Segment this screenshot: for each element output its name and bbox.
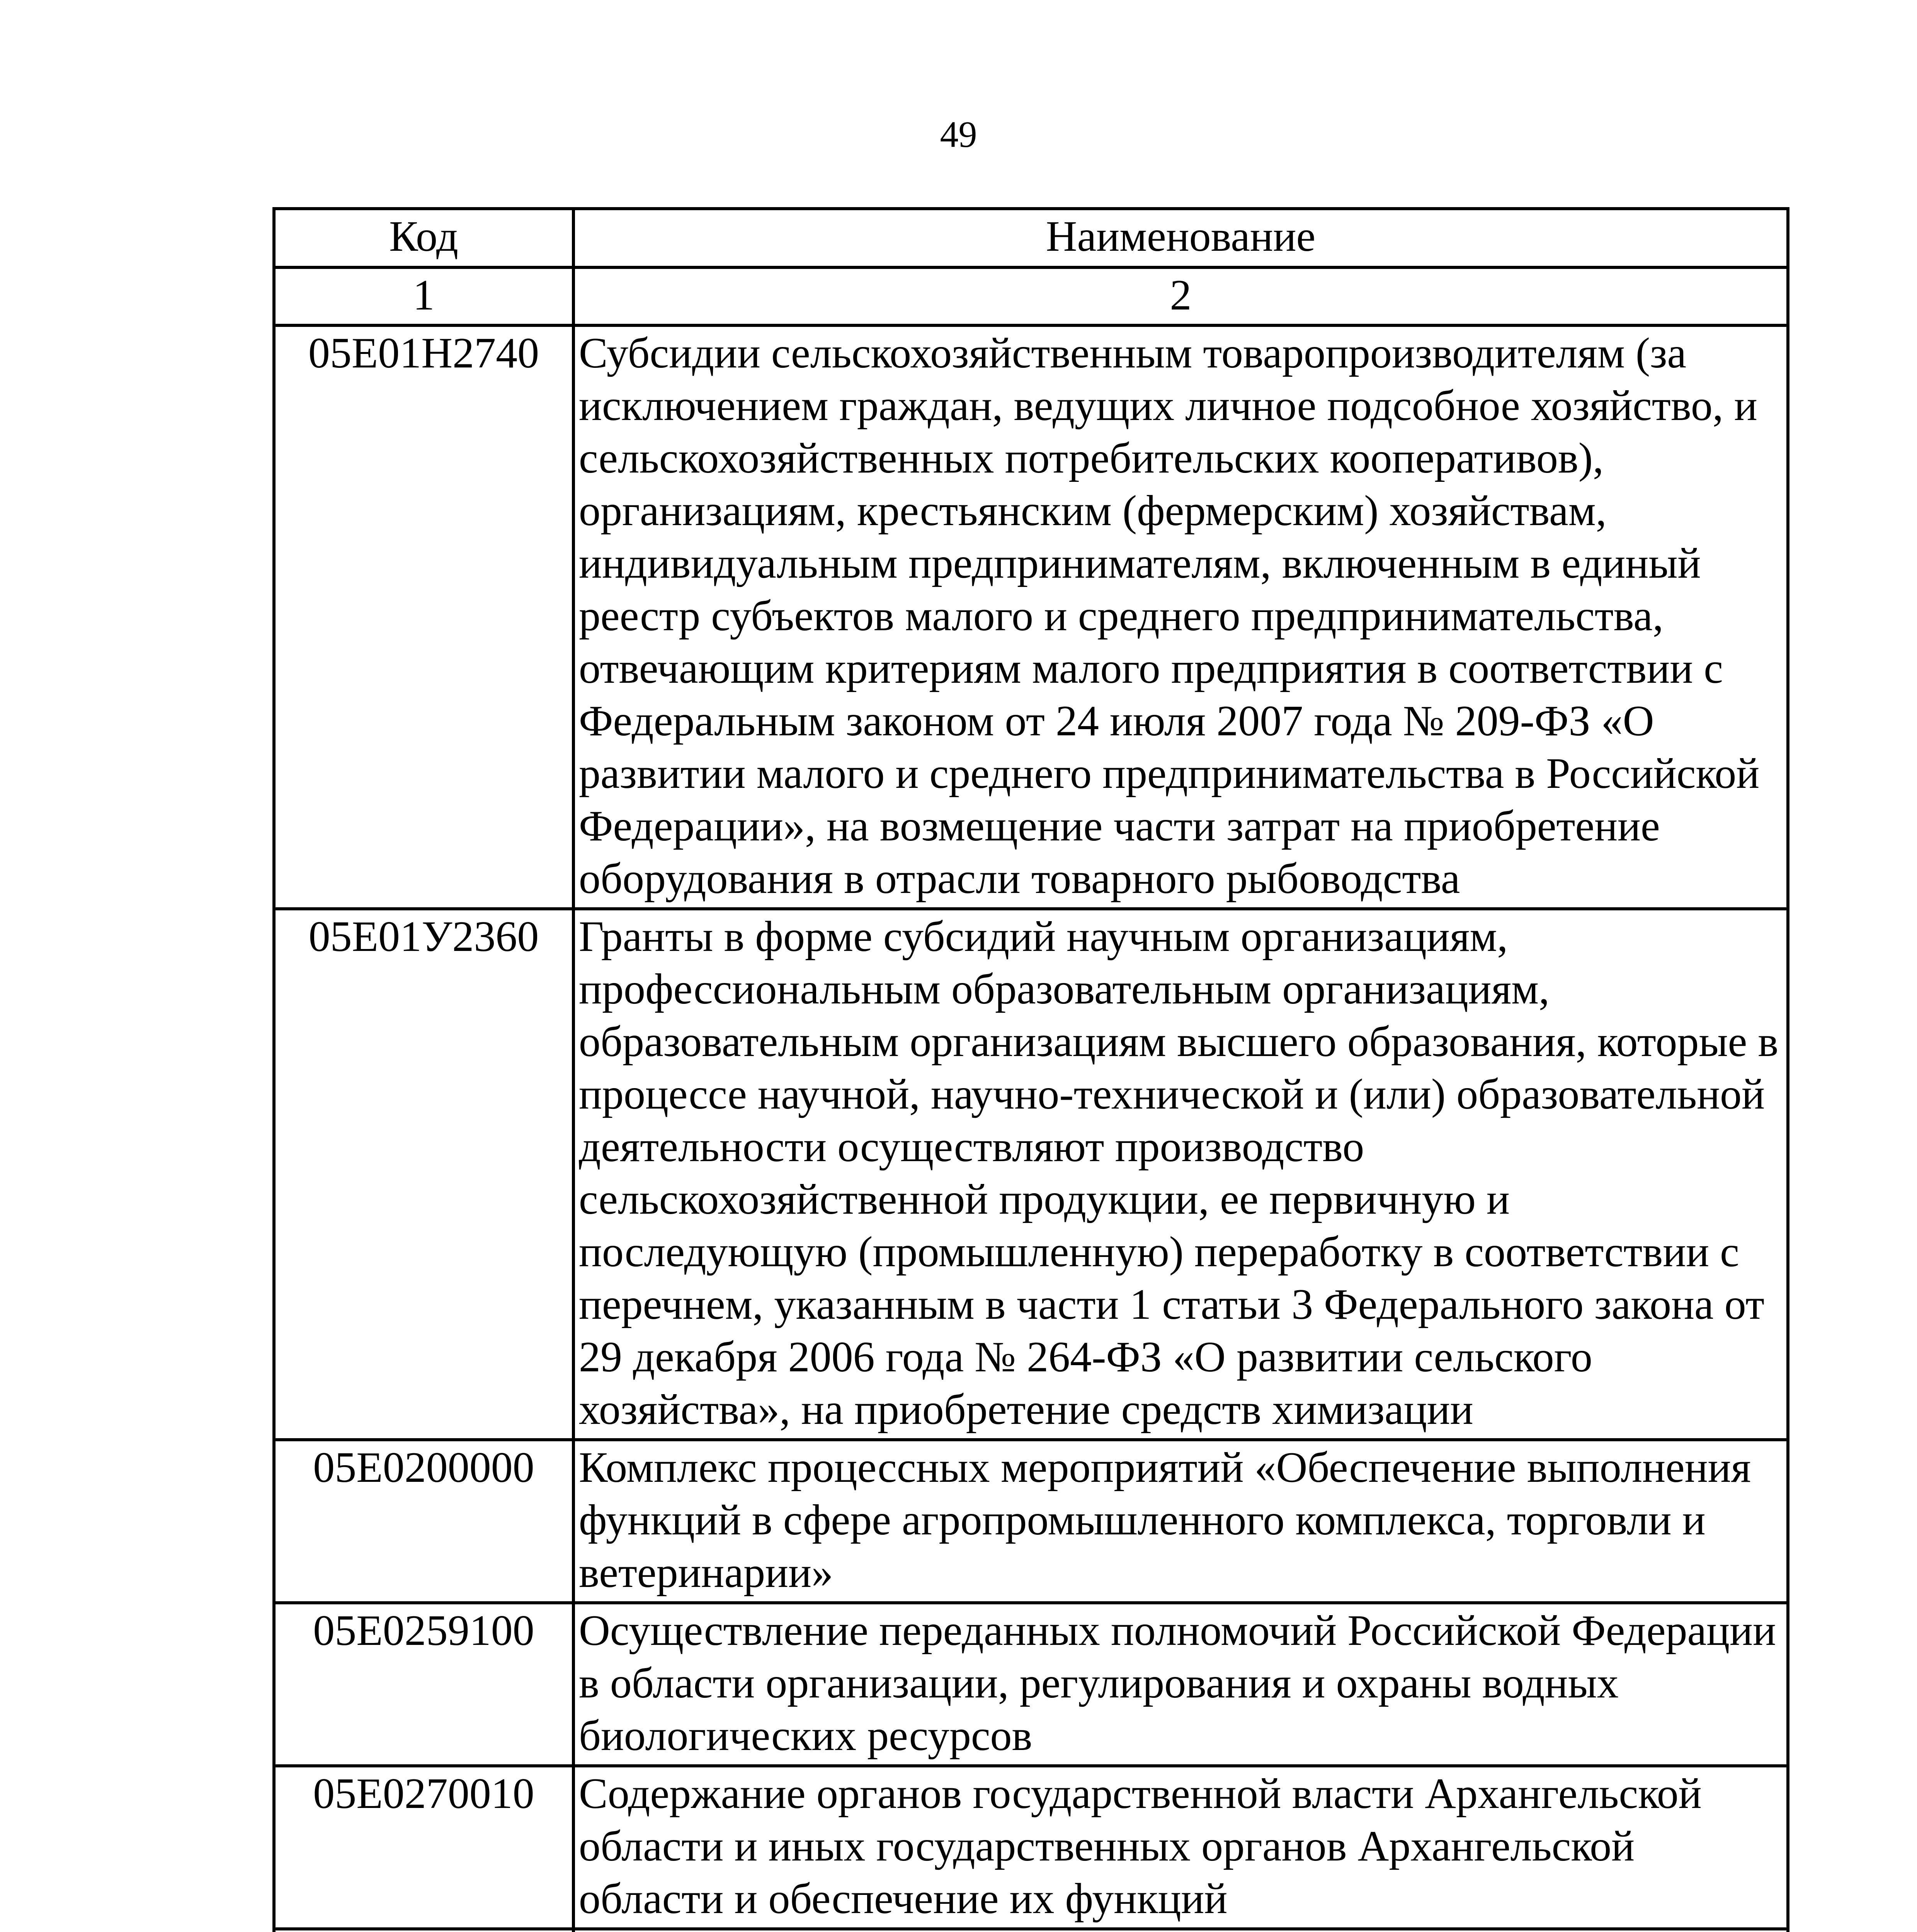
- table-row: [274, 1766, 1788, 1929]
- row-name: [573, 1929, 1788, 1932]
- table-header-row: [274, 209, 1788, 267]
- header-code: Код: [274, 209, 573, 267]
- row-code: [274, 1929, 573, 1932]
- table-row: [274, 1440, 1788, 1603]
- table-row: [274, 1929, 1788, 1932]
- row-code: 05Е0270010: [274, 1766, 573, 1929]
- row-name: Комплекс процессных мероприятий «Обеспечение выполнения функций в сфере агропромышленного комплекса, торговли и ветеринарии»: [573, 1440, 1788, 1603]
- row-code: 05Е0200000: [274, 1440, 573, 1603]
- table-row: [274, 325, 1788, 909]
- row-code: 05Е01У2360: [274, 909, 573, 1440]
- row-name: Содержание органов государственной власти Архангельской области и иных государственных органов Архангельской области и обеспечение их функций: [573, 1766, 1788, 1929]
- budget-code-table: [272, 207, 1789, 1932]
- column-number-name: 2: [573, 267, 1788, 325]
- row-name: Осуществление переданных полномочий Российской Федерации в области организации, регулирования и охраны водных биологических ресурсов: [573, 1603, 1788, 1766]
- row-code: 05Е0259100: [274, 1603, 573, 1766]
- row-name: Гранты в форме субсидий научным организациям, профессиональным образовательным организациям, образовательным организациям высшего образования, которые в процессе научной, научно-технической и (или) образовательной деятельности осуществляют производство сельскохозяйственной продукции, ее первичную и последующую (промышленную) переработку в соответствии с перечнем, указанным в части 1 статьи 3 Федерального закона от 29 декабря 2006 года № 264-ФЗ «О развитии сельского хозяйства», на приобретение средств химизации: [573, 909, 1788, 1440]
- header-name: Наименование: [573, 209, 1788, 267]
- row-name: Субсидии сельскохозяйственным товаропроизводителям (за исключением граждан, ведущих личное подсобное хозяйство, и сельскохозяйственных потребительских кооперативов), организациям, крестьянским (фермерским) хозяйствам, индивидуальным предпринимателям, включенным в единый реестр субъектов малого и среднего предпринимательства, отвечающим критериям малого предприятия в соответствии с Федеральным законом от 24 июля 2007 года № 209-ФЗ «О развитии малого и среднего предпринимательства в Российской Федерации», на возмещение части затрат на приобретение оборудования в отрасли товарного рыбоводства: [573, 325, 1788, 909]
- table-row: [274, 909, 1788, 1440]
- row-code: 05Е01Н2740: [274, 325, 573, 909]
- column-number-code: 1: [274, 267, 573, 325]
- page-number: 49: [940, 114, 977, 155]
- table-row: [274, 1603, 1788, 1766]
- column-number-row: [274, 267, 1788, 325]
